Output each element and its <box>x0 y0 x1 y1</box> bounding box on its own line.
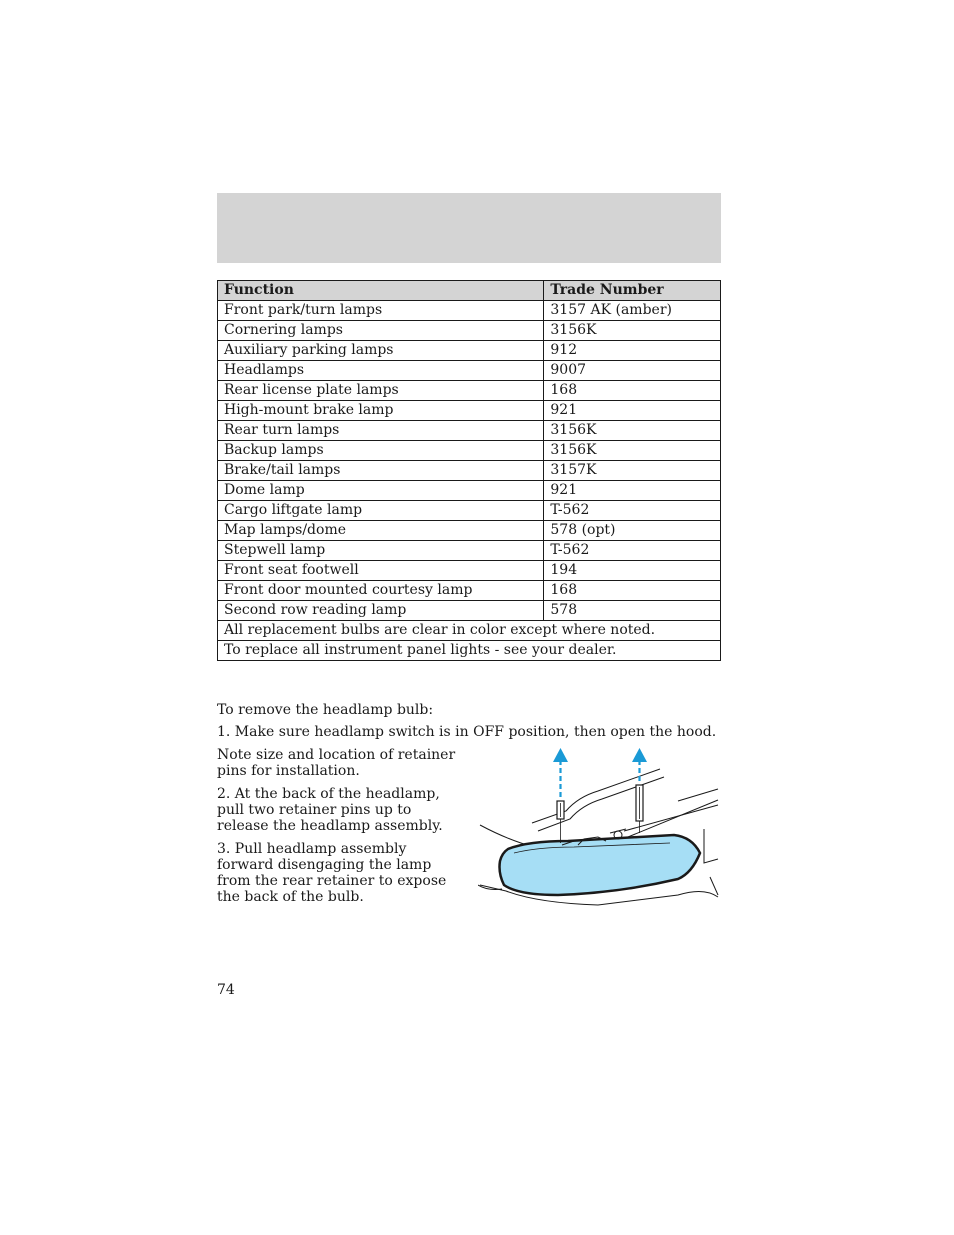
trade-number-cell: 3156K <box>544 421 721 441</box>
trade-number-cell: 921 <box>544 401 721 421</box>
bulb-table <box>217 280 721 661</box>
trade-number-cell: 168 <box>544 581 721 601</box>
table-row <box>218 301 721 321</box>
trade-number-cell: 9007 <box>544 361 721 381</box>
function-cell: Auxiliary parking lamps <box>218 341 544 361</box>
table-row <box>218 321 721 341</box>
table-body <box>218 301 721 661</box>
table-row <box>218 601 721 621</box>
column-header-function: Function <box>218 281 544 301</box>
function-cell: High-mount brake lamp <box>218 401 544 421</box>
function-cell: Front door mounted courtesy lamp <box>218 581 544 601</box>
function-cell: Map lamps/dome <box>218 521 544 541</box>
table-row <box>218 421 721 441</box>
step-3-text: 3. Pull headlamp assembly forward disengaging the lamp from the rear retainer to expose the back of the bulb. <box>217 841 447 905</box>
trade-number-cell: T-562 <box>544 541 721 561</box>
function-cell: Rear turn lamps <box>218 421 544 441</box>
table-row <box>218 561 721 581</box>
function-cell: Brake/tail lamps <box>218 461 544 481</box>
table-row <box>218 481 721 501</box>
function-cell: Stepwell lamp <box>218 541 544 561</box>
trade-number-cell: 921 <box>544 481 721 501</box>
step-2-text: 2. At the back of the headlamp, pull two retainer pins up to release the headlamp assembly. <box>217 786 443 834</box>
table-row <box>218 521 721 541</box>
column-header-trade-number: Trade Number <box>544 281 721 301</box>
function-cell: Rear license plate lamps <box>218 381 544 401</box>
function-cell: Front park/turn lamps <box>218 301 544 321</box>
table-row <box>218 461 721 481</box>
table-row <box>218 341 721 361</box>
trade-number-cell: 3156K <box>544 321 721 341</box>
trade-number-cell: T-562 <box>544 501 721 521</box>
function-cell: Headlamps <box>218 361 544 381</box>
trade-number-cell: 3157K <box>544 461 721 481</box>
trade-number-cell: 3157 AK (amber) <box>544 301 721 321</box>
function-cell: Cargo liftgate lamp <box>218 501 544 521</box>
table-note: To replace all instrument panel lights - see your dealer. <box>218 641 721 661</box>
trade-number-cell: 168 <box>544 381 721 401</box>
table-row <box>218 501 721 521</box>
headlamp-retainer-pins-diagram <box>478 745 722 907</box>
step-1-text: 1. Make sure headlamp switch is in OFF position, then open the hood. <box>217 724 717 740</box>
pull-up-arrow-icons <box>553 748 647 797</box>
function-cell: Dome lamp <box>218 481 544 501</box>
table-row <box>218 381 721 401</box>
table-note-row <box>218 641 721 661</box>
table-row <box>218 401 721 421</box>
section-header-band <box>217 193 721 263</box>
trade-number-cell: 912 <box>544 341 721 361</box>
intro-text: To remove the headlamp bulb: <box>217 702 434 718</box>
headlamp-lens <box>500 835 701 895</box>
function-cell: Backup lamps <box>218 441 544 461</box>
table-row <box>218 541 721 561</box>
trade-number-cell: 3156K <box>544 441 721 461</box>
trade-number-cell: 578 <box>544 601 721 621</box>
table-note-row <box>218 621 721 641</box>
table-row <box>218 441 721 461</box>
function-cell: Second row reading lamp <box>218 601 544 621</box>
table-header-row <box>218 281 721 301</box>
table-row <box>218 361 721 381</box>
trade-number-cell: 578 (opt) <box>544 521 721 541</box>
table-row <box>218 581 721 601</box>
note-text: Note size and location of retainer pins for installation. <box>217 747 456 779</box>
function-cell: Front seat footwell <box>218 561 544 581</box>
table-note: All replacement bulbs are clear in color except where noted. <box>218 621 721 641</box>
page-number: 74 <box>217 982 235 998</box>
trade-number-cell: 194 <box>544 561 721 581</box>
function-cell: Cornering lamps <box>218 321 544 341</box>
